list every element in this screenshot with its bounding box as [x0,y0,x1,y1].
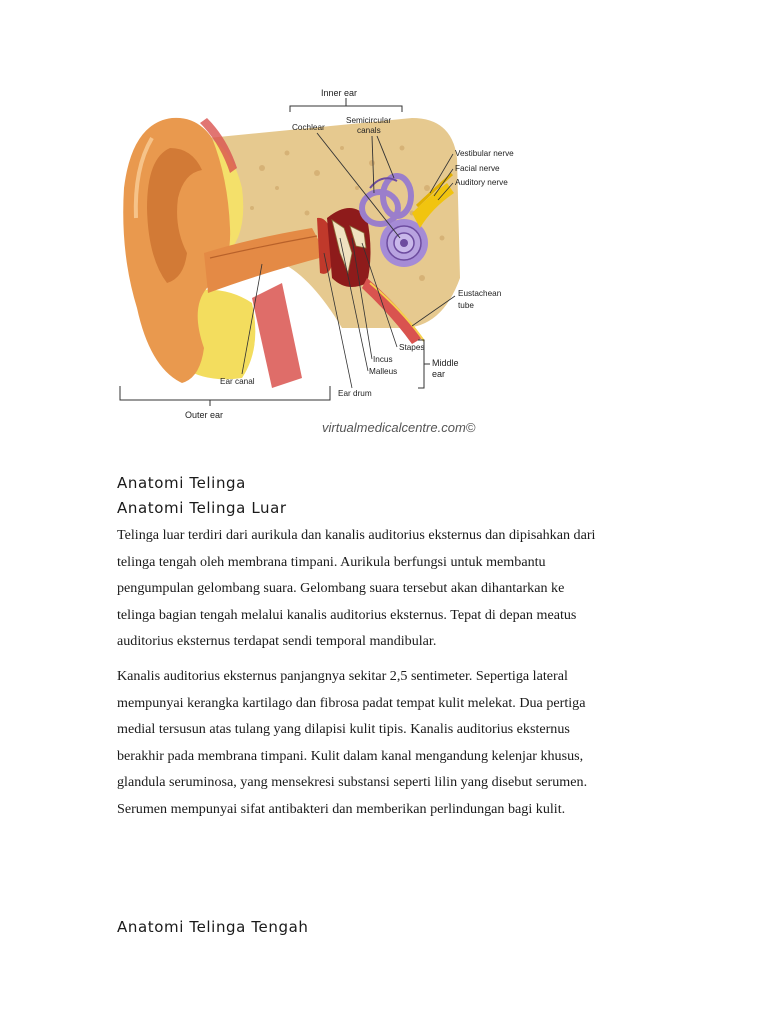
paragraph-line: Kanalis auditorius eksternus panjangnya sekitar 2,5 sentimeter. Sepertiga lateral [117,668,568,684]
label-vestibular-nerve: Vestibular nerve [455,149,514,158]
watermark: virtualmedicalcentre.com© [322,420,476,435]
label-ear-canal: Ear canal [220,377,255,386]
paragraph-line: pengumpulan gelombang suara. Gelombang suara tersebut akan dihantarkan ke [117,580,565,596]
label-ear-drum: Ear drum [338,389,372,398]
paragraph-line: telinga tengah oleh membrana timpani. Aurikula berfungsi untuk membantu [117,553,546,570]
label-stapes: Stapes [399,343,425,352]
label-incus: Incus [373,355,393,364]
label-facial-nerve: Facial nerve [455,164,500,173]
label-eustachean-2: tube [458,301,474,310]
label-middle-2: ear [432,369,446,379]
paragraph-line: telinga bagian tengah melalui kanalis auditorius eksternus. Tepat di depan meatus [117,606,577,623]
paragraph-line: medial tersusun atas tulang yang dilapisi kulit tipis. Kanalis auditorius eksternus [117,721,570,737]
paragraph-outer-ear-2 [117,663,657,822]
heading-anatomi-telinga-tengah: Anatomi Telinga Tengah [117,918,309,936]
paragraph-line: berakhir pada membrana timpani. Kulit dalam kanal mengandung kelenjar khusus, [117,747,584,764]
label-eustachean-1: Eustachean [458,289,502,298]
label-inner-ear: Inner ear [321,88,358,98]
paragraph-line: Serumen mempunyai sifat antibakteri dan memberikan perlindungan bagi kulit. [117,800,566,817]
paragraph-line: auditorius eksternus terdapat sendi temporal mandibular. [117,633,437,649]
label-semicircular-1: Semicircular [346,116,392,125]
ear-anatomy-figure [112,78,532,440]
label-outer-ear: Outer ear [185,410,224,420]
paragraph-line: Telinga luar terdiri dari aurikula dan kanalis auditorius eksternus dan dipisahkan dari [117,527,596,543]
paragraph-outer-ear-1 [117,522,657,655]
heading-anatomi-telinga-luar: Anatomi Telinga Luar [117,499,287,517]
heading-anatomi-telinga: Anatomi Telinga [117,474,246,492]
paragraph-line: mempunyai kerangka kartilago dan fibrosa padat tempat kulit melekat. Dua pertiga [117,694,586,711]
label-cochlear: Cochlear [292,123,325,132]
label-auditory-nerve: Auditory nerve [455,178,508,187]
paragraph-line: glandula seruminosa, yang mensekresi substansi seperti lilin yang disebut serumen. [117,774,588,790]
label-malleus: Malleus [369,367,398,376]
muscle [252,283,302,388]
label-middle-1: Middle [432,358,459,368]
label-semicircular-2: canals [357,126,381,135]
